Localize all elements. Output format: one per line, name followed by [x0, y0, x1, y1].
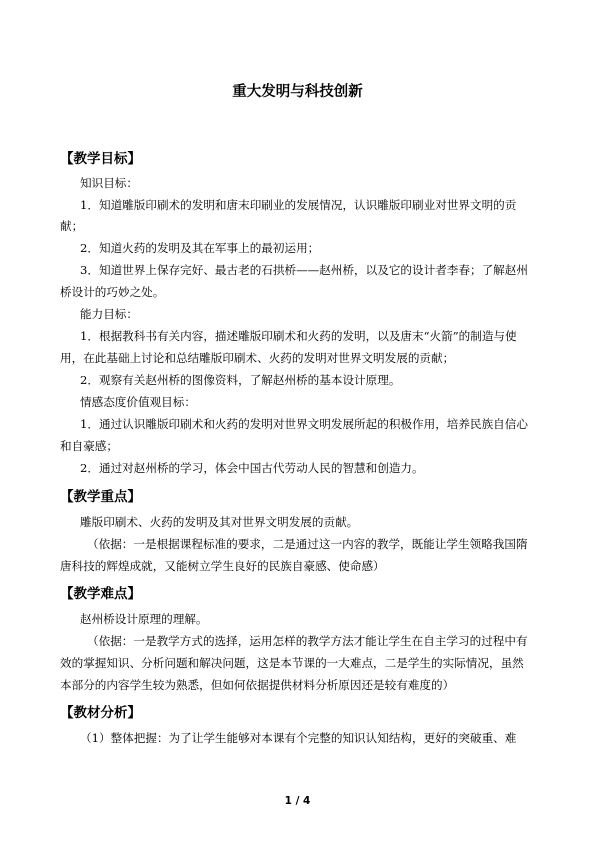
analysis-line-1: （1）整体把握：为了让学生能够对本课有个完整的知识认知结构，更好的突破重、难	[80, 731, 517, 745]
knowledge-goal-3-line-1: 3．知道世界上保存完好、最古老的石拱桥——赵州桥，以及它的设计者李春；了解赵州	[80, 263, 528, 277]
section-heading-analysis: 【教材分析】	[60, 705, 141, 721]
key-point-text: 雕版印刷术、火药的发明及其对世界文明发展的贡献。	[80, 515, 359, 529]
section-heading-key-points: 【教学重点】	[60, 489, 141, 505]
difficulty-text: 赵州桥设计原理的理解。	[80, 612, 208, 626]
ability-goal-label: 能力目标：	[80, 307, 138, 321]
attitude-goal-1-line-1: 1．通过认识雕版印刷术和火药的发明对世界文明发展所起的积极作用，培养民族自信心	[80, 417, 528, 431]
knowledge-goal-label: 知识目标：	[80, 176, 138, 190]
ability-goal-1-line-1: 1．根据教科书有关内容，描述雕版印刷术和火药的发明，以及唐末“火箭”的制造与使	[80, 329, 517, 343]
attitude-goal-1-line-2: 和自豪感；	[60, 439, 118, 453]
knowledge-goal-2: 2．知道火药的发明及其在军事上的最初运用；	[80, 241, 320, 255]
difficulty-basis-line-3: 本部分的内容学生较为熟悉，但如何依据提供材料分析原因还是较有难度的）	[60, 678, 455, 692]
knowledge-goal-1-line-2: 献；	[60, 219, 84, 233]
document-title: 重大发明与科技创新	[232, 84, 363, 100]
attitude-goal-label: 情感态度价值观目标：	[80, 395, 196, 409]
key-point-basis-line-2: 唐科技的辉煌成就，又能树立学生良好的民族自豪感、使命感）	[60, 559, 385, 573]
ability-goal-2: 2．观察有关赵州桥的图像资料，了解赵州桥的基本设计原理。	[80, 373, 401, 387]
knowledge-goal-3-line-2: 桥设计的巧妙之处。	[60, 285, 165, 299]
key-point-basis-line-1: （依据：一是根据课程标准的要求，二是通过这一内容的教学，既能让学生领略我国隋	[87, 537, 528, 551]
page-number: 1 / 4	[284, 795, 311, 807]
difficulty-basis-line-2: 效的掌握知识、分析问题和解决问题，这是本节课的一大难点，二是学生的实际情况，虽然	[60, 656, 524, 670]
ability-goal-1-line-2: 用，在此基础上讨论和总结雕版印刷术、火药的发明对世界文明发展的贡献；	[60, 351, 455, 365]
section-heading-difficulties: 【教学难点】	[60, 586, 141, 602]
difficulty-basis-line-1: （依据：一是教学方式的选择，运用怎样的教学方法才能让学生在自主学习的过程中有	[87, 634, 528, 648]
attitude-goal-2: 2．通过对赵州桥的学习，体会中国古代劳动人民的智慧和创造力。	[80, 461, 424, 475]
section-heading-objectives: 【教学目标】	[60, 151, 141, 167]
knowledge-goal-1-line-1: 1．知道雕版印刷术的发明和唐末印刷业的发展情况，认识雕版印刷业对世界文明的贡	[80, 198, 517, 212]
